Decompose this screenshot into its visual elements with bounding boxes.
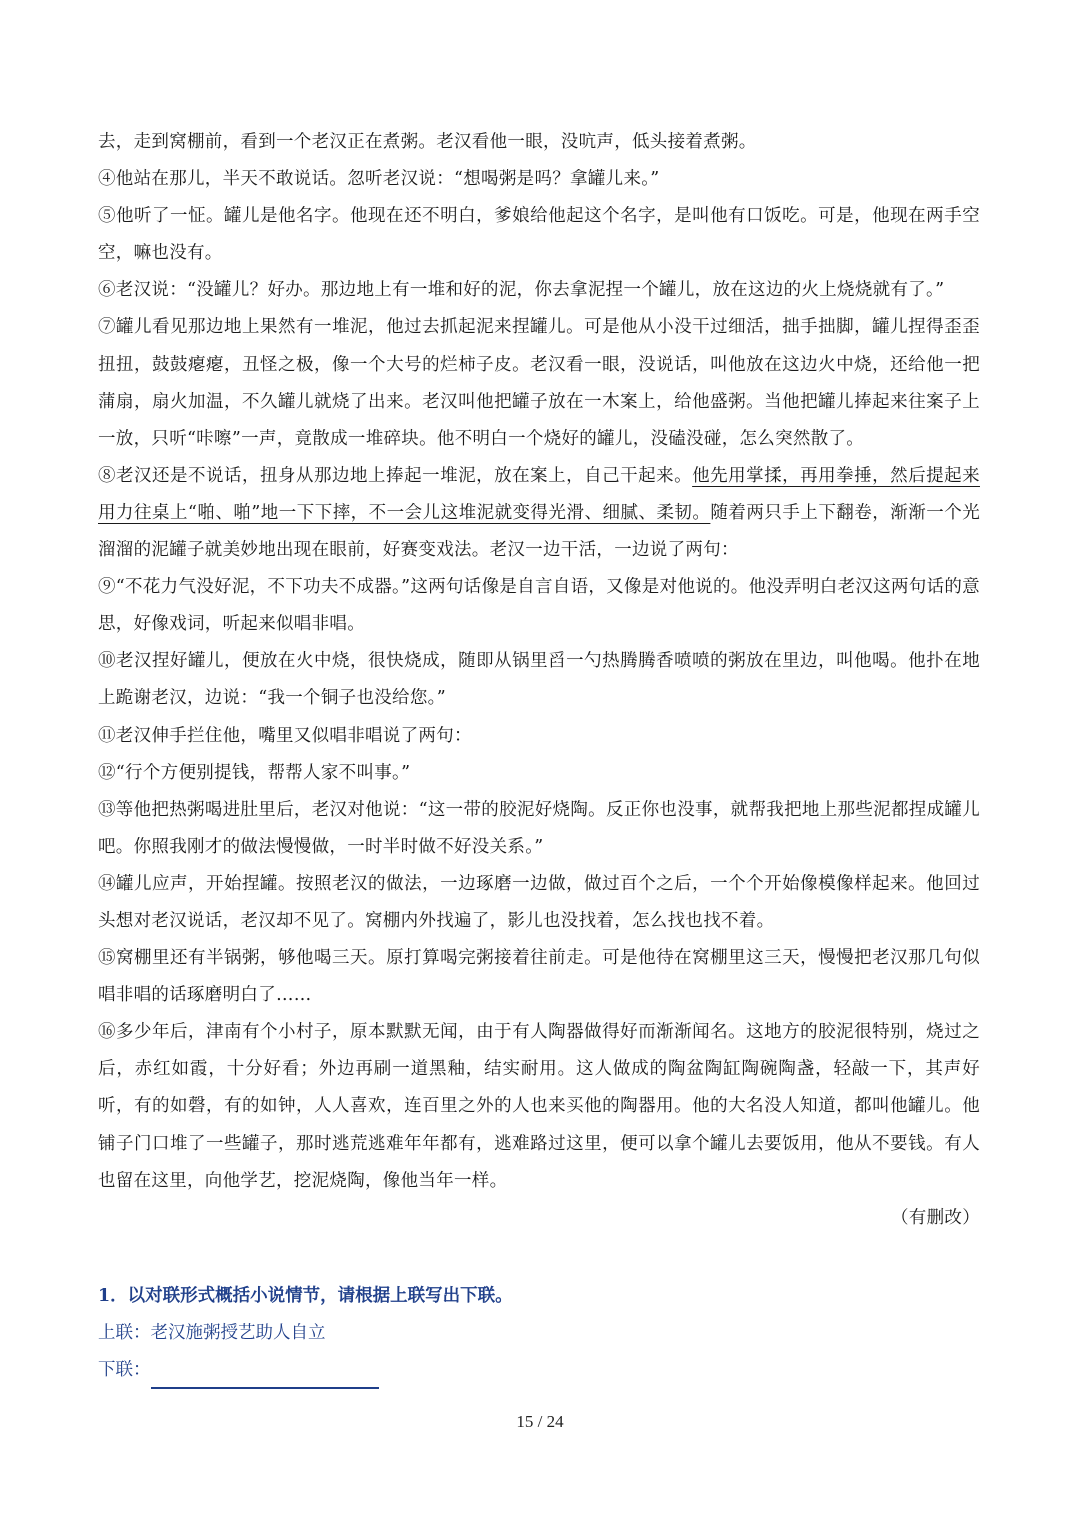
story-paragraph: ⑥老汉说：“没罐儿？好办。那边地上有一堆和好的泥，你去拿泥捏一个罐儿，放在这边的火上烧烧就有了。” xyxy=(98,280,945,301)
question-block xyxy=(98,1278,980,1389)
p8-text-after: 随着两只手上下翻卷，渐渐一个光溜溜的泥罐子就美妙地出现在眼前，好赛变戏法。老汉一边干活，一边说了两句： xyxy=(98,502,981,561)
story-paragraph: ⑯多少年后，津南有个小村子，原本默默无闻，由于有人陶器做得好而渐渐闻名。这地方的胶泥很特别，烧过之后，赤红如霞，十分好看；外边再刷一道黑釉，结实耐用。这人做成的陶盆陶缸陶碗陶盏，轻敲一下，其声好听，有的如磬，有的如钟，人人喜欢，连百里之外的人也来买他的陶器用。他的大名没人知道，都叫他罐儿。他铺子门口堆了一些罐子，那时逃荒逃难年年都有，逃难路过这里，便可以拿个罐儿去要饭用，他从不要钱。有人也留在这里，向他学艺，挖泥烧陶，像他当年一样。 xyxy=(98,1022,980,1191)
source-note: （有删改） xyxy=(891,1207,980,1228)
story-paragraph-8 xyxy=(98,458,980,569)
story-paragraph: ⑨“不花力气没好泥，不下功夫不成器。”这两句话像是自言自语，又像是对他说的。他没弄明白老汉这两句话的意思，好像戏词，听起来似唱非唱。 xyxy=(98,577,980,635)
story-paragraph: 去，走到窝棚前，看到一个老汉正在煮粥。老汉看他一眼，没吭声，低头接着煮粥。 xyxy=(98,132,757,152)
story-paragraph: ⑩老汉捏好罐儿，便放在火中烧，很快烧成，随即从锅里舀一勺热腾腾香喷喷的粥放在里边，叫他喝。他扑在地上跪谢老汉，边说：“我一个铜子也没给您。” xyxy=(98,651,980,709)
story-text xyxy=(98,124,980,1237)
question-title: 1．以对联形式概括小说情节，请根据上联写出下联。 xyxy=(98,1286,513,1306)
upper-couplet: 上联：老汉施粥授艺助人自立 xyxy=(98,1323,326,1344)
story-paragraph: ⑫“行个方便别提钱，帮帮人家不叫事。” xyxy=(98,762,411,783)
lower-couplet-label: 下联： xyxy=(98,1360,151,1381)
p8-text-before: ⑧老汉还是不说话，扭身从那边地上捧起一堆泥，放在案上，自己干起来。 xyxy=(98,465,693,486)
story-paragraph: ⑭罐儿应声，开始捏罐。按照老汉的做法，一边琢磨一边做，做过百个之后，一个个开始像模像样起来。他回过头想对老汉说话，老汉却不见了。窝棚内外找遍了，影儿也没找着，怎么找也找不着。 xyxy=(98,873,980,931)
story-paragraph: ⑪老汉伸手拦住他，嘴里又似唱非唱说了两句： xyxy=(98,725,472,746)
p8-underlined-sentence: 他先用掌揉，再用拳捶，然后提起来用力往桌上“啪、啪”地一下下摔，不一会儿这堆泥就变得光滑、细腻、柔韧。 xyxy=(98,465,980,523)
story-paragraph: ⑦罐儿看见那边地上果然有一堆泥，他过去抓起泥来捏罐儿。可是他从小没干过细活，拙手拙脚，罐儿捏得歪歪扭扭，鼓鼓瘪瘪，丑怪之极，像一个大号的烂柿子皮。老汉看一眼，没说话，叫他放在这边火中烧，还给他一把蒲扇，扇火加温，不久罐儿就烧了出来。老汉叫他把罐子放在一木案上，给他盛粥。当他把罐儿捧起来往案子上一放，只听“咔嚓”一声，竟散成一堆碎块。他不明白一个烧好的罐儿，没磕没碰，怎么突然散了。 xyxy=(98,317,980,449)
story-paragraph: ⑤他听了一怔。罐儿是他名字。他现在还不明白，爹娘给他起这个名字，是叫他有口饭吃。可是，他现在两手空空，嘛也没有。 xyxy=(98,206,980,264)
story-paragraph: ⑬等他把热粥喝进肚里后，老汉对他说：“这一带的胶泥好烧陶。反正你也没事，就帮我把地上那些泥都捏成罐儿吧。你照我刚才的做法慢慢做，一时半时做不好没关系。” xyxy=(98,799,980,857)
story-paragraph: ⑮窝棚里还有半锅粥，够他喝三天。原打算喝完粥接着往前走。可是他待在窝棚里这三天，慢慢把老汉那几句似唱非唱的话琢磨明白了…… xyxy=(98,948,980,1006)
page-number: 15 / 24 xyxy=(516,1412,564,1431)
answer-blank[interactable] xyxy=(151,1361,379,1389)
story-paragraph: ④他站在那儿，半天不敢说话。忽听老汉说：“想喝粥是吗？拿罐儿来。” xyxy=(98,169,660,190)
lower-couplet-line xyxy=(98,1352,980,1389)
